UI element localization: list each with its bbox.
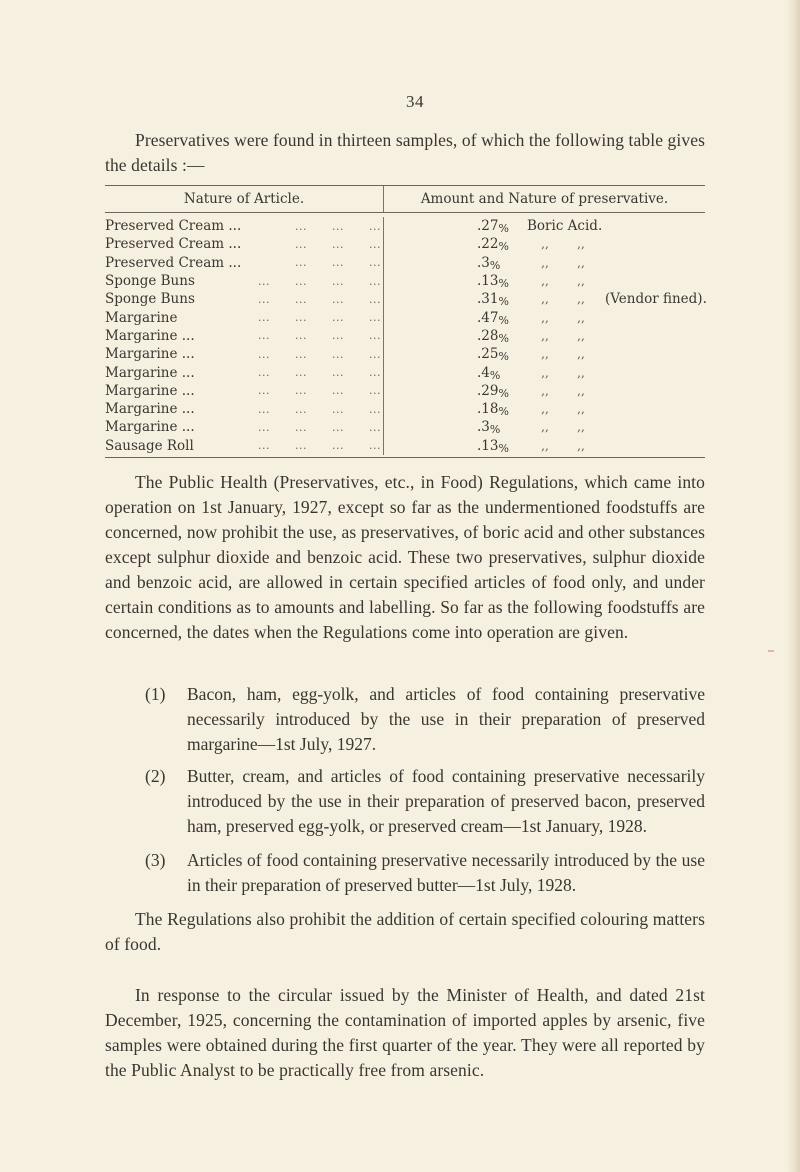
article-name: Sponge Buns — [105, 291, 195, 308]
ditto-mark: ,, — [577, 420, 585, 435]
dot-leader: ... — [258, 439, 270, 453]
list-marker: (1) — [145, 684, 166, 704]
amount-number: .22 — [477, 236, 499, 253]
table-header — [105, 186, 705, 213]
amount-value — [477, 255, 527, 271]
amount-number: .13 — [477, 437, 499, 454]
dot-leader: ... — [295, 347, 307, 361]
article-name: Margarine ... — [105, 401, 195, 418]
dot-leader: ... — [332, 237, 344, 251]
cell-amount — [384, 328, 705, 344]
list-item-3 — [145, 848, 705, 898]
amount-number: .18 — [477, 401, 499, 418]
amount-value — [477, 438, 527, 454]
ditto-mark: ,, — [577, 328, 585, 343]
dot-leader: ... — [258, 366, 270, 380]
article-name: Margarine ... — [105, 419, 195, 436]
amount-value — [477, 291, 527, 307]
amount-number: .3 — [477, 419, 490, 436]
dot-leader: ... — [295, 420, 307, 434]
cell-article — [105, 217, 384, 235]
list-item-text: Articles of food containing preservative necessarily introduced by the use in their preparation of preserved butter—1st July, 1928. — [187, 850, 705, 895]
table-row — [105, 290, 705, 308]
ditto-mark: ,, — [577, 347, 585, 362]
dot-leader: ... — [258, 292, 270, 306]
dot-leader: ... — [332, 311, 344, 325]
ditto-mark: ,, — [577, 383, 585, 398]
amount-number: .31 — [477, 291, 499, 308]
header-nature-of-article: Nature of Article. — [105, 186, 384, 212]
dot-leader: ... — [295, 237, 307, 251]
amount-number: .47 — [477, 309, 499, 326]
dot-leader: ... — [332, 219, 344, 233]
percent-sign: % — [489, 368, 501, 382]
amount-value — [477, 218, 527, 234]
cell-article — [105, 272, 384, 290]
cell-article — [105, 418, 384, 436]
dot-leader: ... — [295, 256, 307, 270]
cell-article — [105, 345, 384, 363]
colouring-text: The Regulations also prohibit the addition of certain specified colouring matters of food. — [105, 909, 705, 954]
list-item-text: Bacon, ham, egg-yolk, and articles of food containing preservative necessarily introduced by the use in their preparation of preserved margarine—1st July, 1927. — [187, 684, 705, 754]
header-amount-and-nature: Amount and Nature of preservative. — [420, 191, 669, 207]
dot-leader: ... — [369, 420, 381, 434]
table-row — [105, 400, 705, 418]
dot-leader: ... — [369, 402, 381, 416]
cell-article — [105, 437, 384, 455]
cell-amount — [384, 255, 705, 271]
amount-value — [477, 328, 527, 344]
amount-value — [477, 419, 527, 435]
preservative-name: Boric Acid. — [527, 218, 603, 235]
dot-leader: ... — [258, 311, 270, 325]
dot-leader: ... — [369, 366, 381, 380]
dot-leader: ... — [258, 347, 270, 361]
dot-leader: ... — [332, 347, 344, 361]
amount-number: .27 — [477, 218, 499, 235]
dot-leader: ... — [369, 274, 381, 288]
table-row — [105, 418, 705, 436]
dot-leader: ... — [258, 402, 270, 416]
dot-leader: ... — [332, 420, 344, 434]
dot-leader: ... — [332, 402, 344, 416]
dot-leader: ... — [258, 420, 270, 434]
dot-leader: ... — [258, 329, 270, 343]
dot-leader: ... — [369, 329, 381, 343]
percent-sign: % — [498, 277, 509, 291]
amount-number: .4 — [477, 364, 490, 381]
regulations-paragraph — [105, 470, 705, 645]
ditto-mark: ,, — [577, 365, 585, 380]
amount-number: .28 — [477, 327, 499, 344]
dot-leader: ... — [295, 311, 307, 325]
amount-number: .3 — [477, 254, 490, 271]
article-name: Margarine ... — [105, 364, 195, 381]
ditto-mark: ,, — [577, 438, 585, 453]
ditto-mark: ,, — [541, 310, 549, 325]
article-name: Margarine ... — [105, 327, 195, 344]
dot-leader: ... — [369, 439, 381, 453]
list-item-2 — [145, 764, 705, 839]
dot-leader: ... — [369, 311, 381, 325]
amount-value — [477, 273, 527, 289]
article-name: Preserved Cream ... — [105, 218, 242, 235]
ditto-mark: ,, — [577, 274, 585, 289]
dot-leader: ... — [332, 329, 344, 343]
dot-leader: ... — [295, 402, 307, 416]
cell-amount — [384, 218, 705, 234]
amount-value — [477, 383, 527, 399]
ink-speck — [768, 650, 774, 652]
cell-article — [105, 363, 384, 381]
dot-leader: ... — [258, 384, 270, 398]
table-row — [105, 254, 705, 272]
amount-value — [477, 236, 527, 252]
cell-amount — [384, 419, 705, 435]
arsenic-paragraph — [105, 983, 705, 1083]
ditto-mark: ,, — [577, 310, 585, 325]
cell-article — [105, 327, 384, 345]
cell-amount — [384, 236, 705, 252]
list-marker: (2) — [145, 766, 166, 786]
cell-article — [105, 308, 384, 326]
ditto-mark: ,, — [541, 438, 549, 453]
ditto-mark: ,, — [541, 237, 549, 252]
dot-leader: ... — [369, 256, 381, 270]
percent-sign: % — [498, 441, 509, 455]
percent-sign: % — [498, 405, 509, 419]
article-name: Preserved Cream ... — [105, 254, 242, 271]
dot-leader: ... — [332, 292, 344, 306]
percent-sign: % — [498, 350, 509, 364]
ditto-mark: ,, — [577, 402, 585, 417]
regulations-text: The Public Health (Preservatives, etc., in Food) Regulations, which came into operation on 1st January, 1927, except so far as the undermentioned foodstuffs are concerned, now prohibit the use, as preservatives, of boric acid and other substances except sulphur dioxide and benzoic acid. These two preservatives, sulphur dioxide and benzoic acid, are allowed in certain specified articles of food only, and under certain conditions as to amounts and labelling. So far as the following foodstuffs are concerned, the dates when the Regulations come into operation are given. — [105, 472, 705, 642]
dot-leader: ... — [295, 219, 307, 233]
dot-leader: ... — [332, 384, 344, 398]
list-item-1 — [145, 682, 705, 757]
percent-sign: % — [489, 423, 501, 437]
cell-amount — [384, 273, 705, 289]
dot-leader: ... — [295, 329, 307, 343]
arsenic-text: In response to the circular issued by the Minister of Health, and dated 21st December, 1925, concerning the contamination of imported apples by arsenic, five samples were obtained during the first quarter of the year. They were all reported by the Public Analyst to be practically free from arsenic. — [105, 985, 705, 1080]
dot-leader: ... — [369, 384, 381, 398]
ditto-mark: ,, — [541, 402, 549, 417]
ditto-mark: ,, — [577, 255, 585, 270]
dot-leader: ... — [295, 366, 307, 380]
cell-amount — [384, 383, 705, 399]
article-name: Margarine — [105, 309, 178, 326]
dot-leader: ... — [332, 439, 344, 453]
preservatives-table — [105, 185, 705, 458]
ditto-mark: ,, — [577, 292, 585, 307]
cell-article — [105, 400, 384, 418]
percent-sign: % — [498, 222, 509, 236]
amount-value — [477, 346, 527, 362]
intro-paragraph — [105, 128, 705, 178]
row-note: (Vendor fined). — [605, 291, 707, 308]
cell-amount — [384, 346, 705, 362]
table-body — [105, 213, 705, 457]
table-row — [105, 345, 705, 363]
article-name: Preserved Cream ... — [105, 236, 242, 253]
percent-sign: % — [498, 295, 509, 309]
dot-leader: ... — [332, 366, 344, 380]
table-row — [105, 235, 705, 253]
amount-number: .29 — [477, 382, 499, 399]
dot-leader: ... — [295, 292, 307, 306]
dot-leader: ... — [332, 256, 344, 270]
cell-article — [105, 290, 384, 308]
cell-amount — [384, 401, 705, 417]
ditto-mark: ,, — [541, 420, 549, 435]
page-edge-shadow — [786, 0, 800, 1172]
amount-value — [477, 310, 527, 326]
dot-leader: ... — [369, 347, 381, 361]
dot-leader: ... — [258, 274, 270, 288]
article-name: Margarine ... — [105, 346, 195, 363]
table-row — [105, 437, 705, 455]
cell-article — [105, 254, 384, 272]
page-number: 34 — [406, 92, 424, 111]
cell-amount — [384, 365, 705, 381]
ditto-mark: ,, — [541, 383, 549, 398]
article-name: Margarine ... — [105, 382, 195, 399]
ditto-mark: ,, — [577, 237, 585, 252]
dot-leader: ... — [369, 237, 381, 251]
amount-value — [477, 365, 527, 381]
table-row — [105, 308, 705, 326]
amount-number: .13 — [477, 273, 499, 290]
table-row — [105, 272, 705, 290]
cell-amount — [384, 310, 705, 326]
percent-sign: % — [498, 313, 509, 327]
article-name: Sponge Buns — [105, 273, 195, 290]
dot-leader: ... — [332, 274, 344, 288]
table-row — [105, 327, 705, 345]
list-item-text: Butter, cream, and articles of food containing preservative necessarily introduced by the use in their preparation of preserved bacon, preserved ham, preserved egg-yolk, or preserved cream—1st January, 1928. — [187, 766, 705, 836]
dot-leader: ... — [369, 292, 381, 306]
percent-sign: % — [498, 240, 509, 254]
table-row — [105, 382, 705, 400]
dot-leader: ... — [369, 219, 381, 233]
colouring-paragraph — [105, 907, 705, 957]
amount-number: .25 — [477, 346, 499, 363]
percent-sign: % — [498, 331, 509, 345]
article-name: Sausage Roll — [105, 437, 194, 454]
dot-leader: ... — [295, 274, 307, 288]
amount-value — [477, 401, 527, 417]
intro-text: Preservatives were found in thirteen samples, of which the following table gives the details :— — [105, 130, 705, 175]
dot-leader: ... — [295, 439, 307, 453]
ditto-mark: ,, — [541, 255, 549, 270]
cell-amount — [384, 291, 707, 307]
list-marker: (3) — [145, 850, 166, 870]
cell-amount — [384, 438, 705, 454]
percent-sign: % — [489, 258, 501, 272]
dot-leader: ... — [295, 384, 307, 398]
ditto-mark: ,, — [541, 365, 549, 380]
ditto-mark: ,, — [541, 328, 549, 343]
cell-article — [105, 382, 384, 400]
ditto-mark: ,, — [541, 292, 549, 307]
cell-article — [105, 235, 384, 253]
ditto-mark: ,, — [541, 347, 549, 362]
table-row — [105, 217, 705, 235]
percent-sign: % — [498, 386, 509, 400]
ditto-mark: ,, — [541, 274, 549, 289]
table-row — [105, 363, 705, 381]
